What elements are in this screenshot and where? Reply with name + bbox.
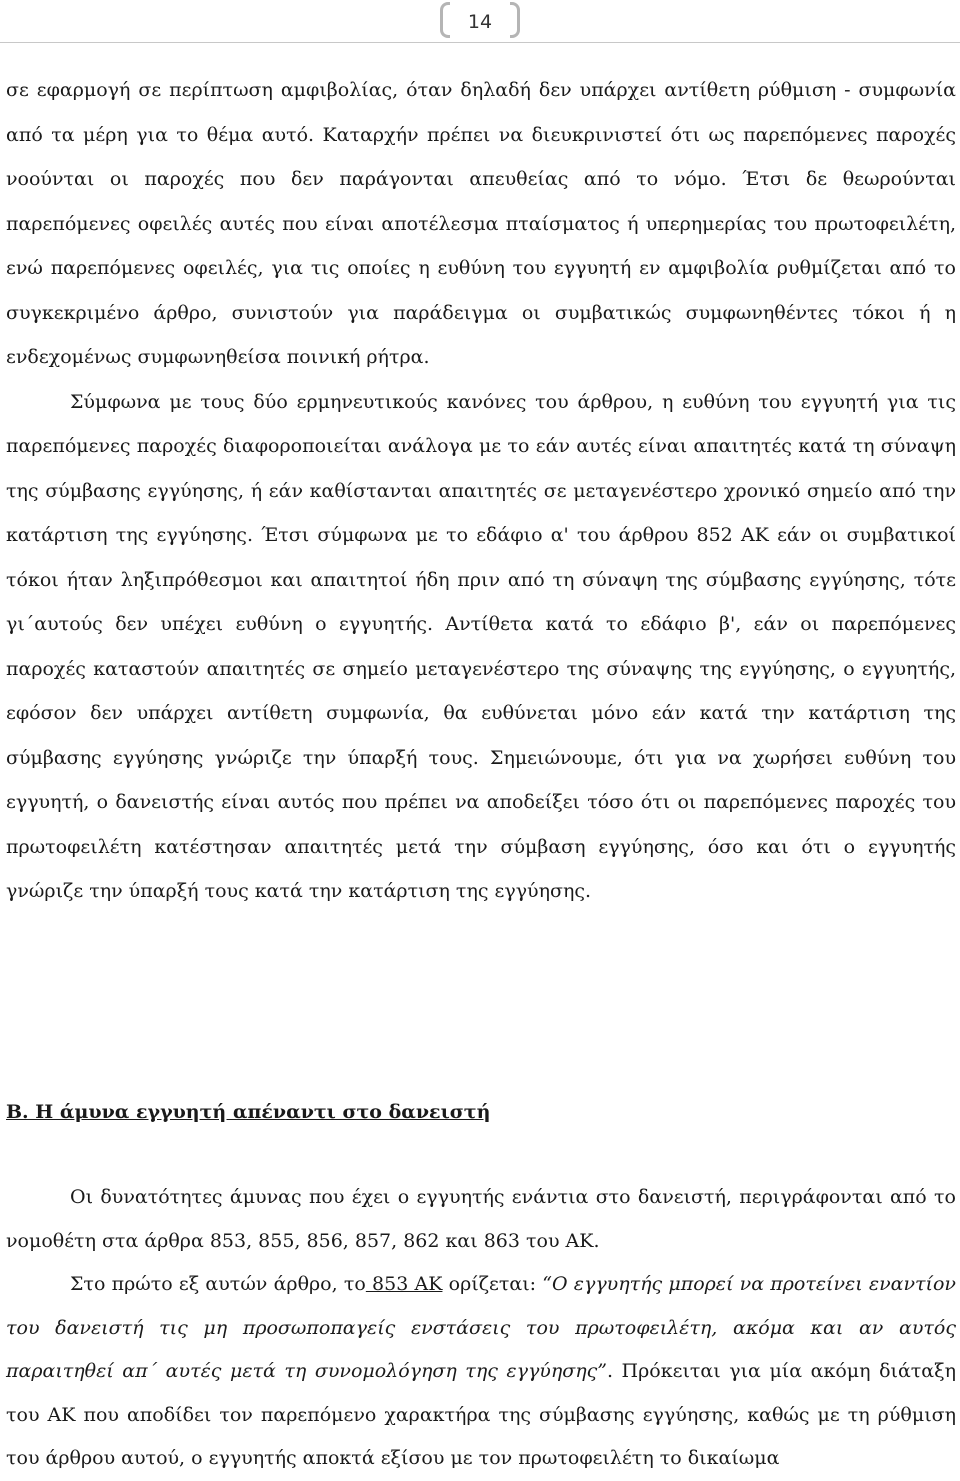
right-bracket-decoration — [510, 2, 520, 38]
article-quote: “Ο εγγυητής μπορεί να προτείνει εναντίον του δανειστή τις μη προσωποπαγείς ενστάσεις του πρωτοφειλέτη, ακόμα και αν αυτός παραιτηθεί απ΄ αυτές μετά τη συνομολόγηση της εγγύησης” — [6, 1273, 956, 1382]
main-text — [6, 68, 956, 914]
text-segment: ορίζεται: — [442, 1273, 543, 1295]
paragraph-continuation: σε εφαρμογή σε περίπτωση αμφιβολίας, όταν δηλαδή δεν υπάρχει αντίθετη ρύθμιση - συμφωνία από τα μέρη για το θέμα αυτό. Καταρχήν πρέπει να διευκρινιστεί ότι ως παρεπόμενες παροχές νοούνται οι παροχές που δεν παράγονται απευθείας από το νόμο. Έτσι δε θεωρούνται παρεπόμενες οφειλές αυτές που είναι αποτέλεσμα πταίσματος ή υπερημερίας του πρωτοφειλέτη, ενώ παρεπόμενες οφειλές, για τις οποίες η ευθύνη του εγγυητή εν αμφιβολία ρυθμίζεται από το συγκεκριμένο άρθρο, συνιστούν για παράδειγμα οι συμβατικώς συμφωνηθέντες τόκοι ή η ενδεχομένως συμφωνηθείσα ποινική ρήτρα. — [6, 79, 956, 368]
page-number: 14 — [467, 11, 493, 33]
text-segment: Στο πρώτο εξ αυτών άρθρο, το — [70, 1273, 366, 1295]
section-heading: Β. Η άμυνα εγγυητή απέναντι στο δανειστή — [6, 1101, 491, 1123]
text-segment: . Πρόκειται για μία ακόμη διάταξη του ΑΚ που αποδίδει τον παρεπόμενο χαρακτήρα της σύμβασης εγγύησης, καθώς με τη ρύθμιση του άρθρου αυτού, ο εγγυητής αποκτά εξίσου με τον πρωτοφειλέτη το δικαίωμα — [6, 1360, 956, 1469]
paragraph-article-853 — [6, 1263, 956, 1481]
paragraph-interpretive-rules: Σύμφωνα με τους δύο ερμηνευτικούς κανόνες του άρθρου, η ευθύνη του εγγυητή για τις παρεπόμενες παροχές διαφοροποιείται ανάλογα με το εάν αυτές είναι απαιτητές κατά τη σύναψη της σύμβασης εγγύησης, ή εάν καθίστανται απαιτητές σε μεταγενέστερο χρονικό σημείο από την κατάρτιση της εγγύησης. Έτσι σύμφωνα με το εδάφιο α' του άρθρου 852 ΑΚ εάν οι συμβατικοί τόκοι ήταν ληξιπρόθεσμοι και απαιτητοί ήδη πριν από τη σύναψη της σύμβασης εγγύησης, τότε γι΄αυτούς δεν υπέχει ευθύνη ο εγγυητής. Αντίθετα κατά το εδάφιο β', εάν οι παρεπόμενες παροχές καταστούν απαιτητές σε σημείο μεταγενέστερο της σύναψης της εγγύησης, ο εγγυητής, εφόσον δεν υπάρχει αντίθετη συμφωνία, θα ευθύνεται μόνο εάν κατά την κατάρτιση της σύμβασης εγγύησης γνώριζε την ύπαρξή τους. Σημειώνουμε, ότι για να χωρήσει ευθύνη του εγγυητή, ο δανειστής είναι αυτός που πρέπει να αποδείξει τόσο ότι οι παρεπόμενες παροχές του πρωτοφειλέτη κατέστησαν απαιτητές μετά την σύμβαση εγγύησης, όσο και ότι ο εγγυητής γνώριζε την ύπαρξή τους κατά την κατάρτιση της εγγύησης. — [6, 390, 956, 902]
page-number-box — [440, 0, 520, 44]
left-bracket-decoration — [440, 2, 450, 38]
header-rule — [0, 42, 960, 43]
section-b-text — [6, 1176, 956, 1481]
paragraph-defenses-intro: Οι δυνατότητες άμυνας που έχει ο εγγυητής ενάντια στο δανειστή, περιγράφονται από το νομοθέτη στα άρθρα 853, 855, 856, 857, 862 και 863 του ΑΚ. — [6, 1186, 956, 1252]
article-reference: 853 ΑΚ — [365, 1273, 443, 1295]
